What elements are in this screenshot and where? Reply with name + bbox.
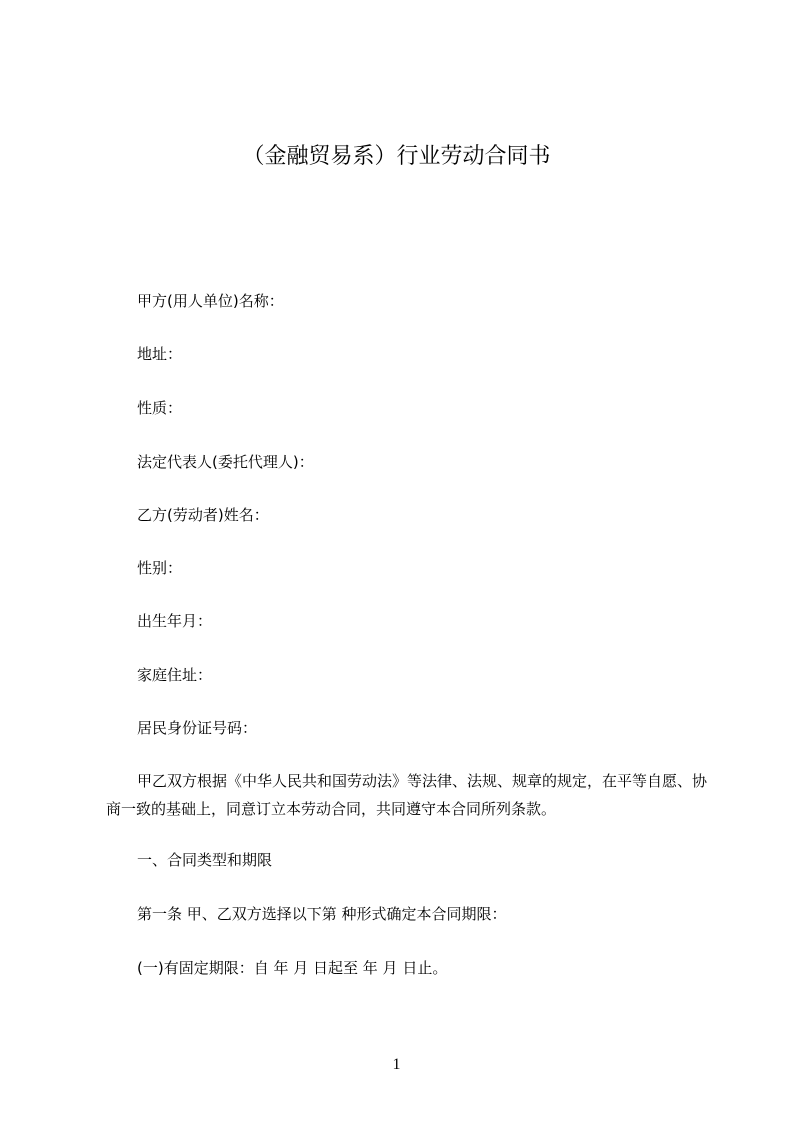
page-number: 1 [392,1056,401,1073]
intro-paragraph: 甲乙双方根据《中华人民共和国劳动法》等法律、法规、规章的规定，在平等自愿、协商一致的基础上，同意订立本劳动合同，共同遵守本合同所列条款。 [106,772,708,818]
field-nature: 性质： [137,399,183,417]
field-legal-representative: 法定代表人(委托代理人)： [137,453,314,471]
field-gender: 性别： [137,559,183,577]
field-employer-name: 甲方(用人单位)名称： [137,292,284,310]
field-address: 地址： [137,345,183,363]
section-heading: 一、合同类型和期限 [137,851,273,869]
field-employee-name: 乙方(劳动者)姓名： [137,506,269,524]
field-home-address: 家庭住址： [137,666,213,684]
document-title: （金融贸易系）行业劳动合同书 [242,144,551,169]
article-1: 第一条 甲、乙双方选择以下第 种形式确定本合同期限： [137,905,507,923]
field-birth: 出生年月： [137,612,213,630]
field-id-number: 居民身份证号码： [137,719,258,737]
clause-1: (一)有固定期限：自 年 月 日起至 年 月 日止。 [137,959,448,977]
